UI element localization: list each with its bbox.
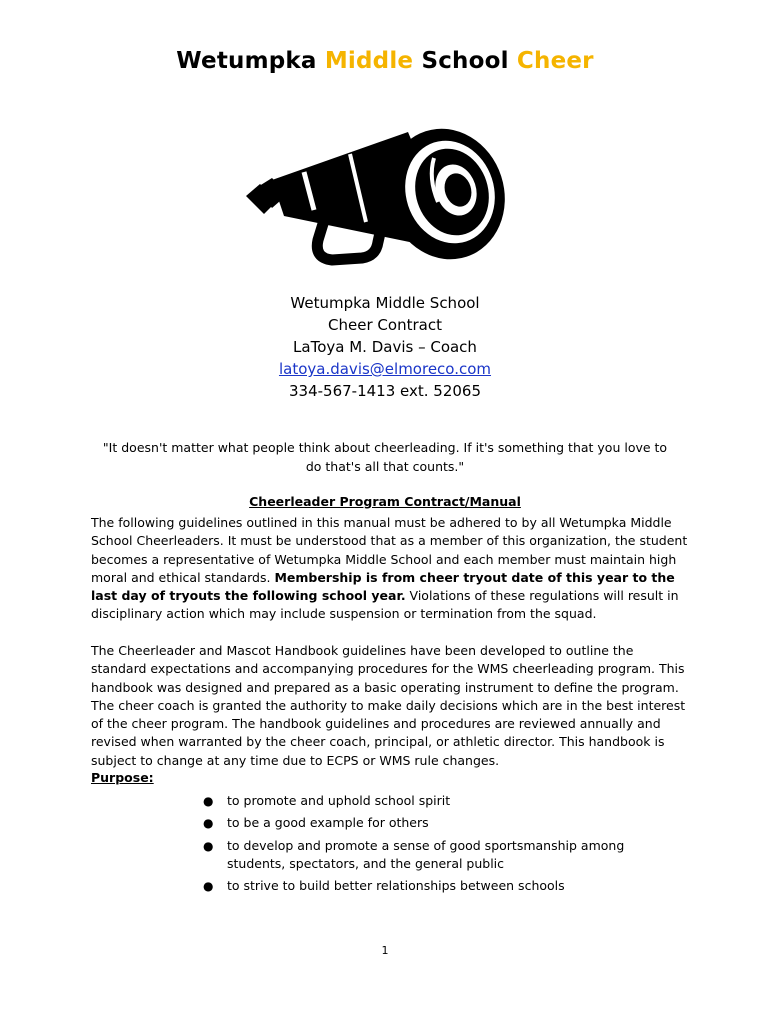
school-name: Wetumpka Middle School — [290, 294, 480, 312]
list-item: ● to promote and uphold school spirit — [200, 792, 660, 810]
violations-text: Violations of these regulations will result in disciplinary action which may include suspension or termination from the squad. — [91, 588, 679, 622]
purpose-list — [200, 792, 660, 899]
title-part-2: Middle — [324, 48, 414, 74]
list-item: ● to strive to build better relationships between schools — [200, 877, 660, 895]
handbook-paragraph: The Cheerleader and Mascot Handbook guidelines have been developed to outline the standard expectations and accompanying procedures for the WMS cheerleading program. This handbook was designed and prepared as a basic operating instrument to define the program. The cheer coach is granted the authority to make daily decisions which are in the best interest of the cheer program. The handbook guidelines and procedures are reviewed annually and revised when warranted by the cheer coach, principal, or athletic director. This handbook is subject to change at any time due to ECPS or WMS rule changes. — [91, 643, 686, 768]
membership-note: Membership is from cheer tryout date of this year to the last day of tryouts the following school year. — [91, 569, 675, 604]
bullet-icon: ● — [203, 794, 214, 808]
email-link[interactable]: latoya.davis@elmoreco.com — [278, 360, 492, 378]
section-heading: Cheerleader Program Contract/Manual — [249, 494, 521, 509]
list-item: ● to be a good example for others — [200, 814, 660, 832]
bullet-icon: ● — [203, 838, 214, 853]
bullet-icon: ● — [203, 816, 214, 831]
phone-number: 334-567-1413 ext. 52065 — [288, 382, 481, 400]
title-part-3: School — [413, 48, 517, 74]
coach-name: LaToya M. Davis – Coach — [293, 338, 477, 356]
intro-text: The following guidelines outlined in this manual must be adhered to by all Wetumpka Middle School Cheerleaders. It must be understood that as a member of this organization, the student becomes a representative of Wetumpka Middle School and each member must maintain high moral and ethical standards. — [91, 515, 688, 585]
title-part-4: Cheer — [516, 48, 594, 74]
bullet-icon: ● — [203, 879, 214, 894]
quote-text: "It doesn't matter what people think about cheerleading. If it's something that you love to do that's all that counts." — [102, 440, 668, 474]
purpose-label: Purpose: — [91, 770, 154, 785]
megaphone-icon — [238, 118, 528, 293]
contact-block — [0, 292, 770, 402]
intro-paragraph — [91, 514, 691, 624]
page-title — [0, 48, 770, 74]
list-item: ● to develop and promote a sense of good sportsmanship among students, spectators, and the general public — [203, 837, 625, 871]
title-part-1: Wetumpka — [176, 48, 325, 74]
document-name: Cheer Contract — [328, 316, 442, 334]
page-number: 1 — [381, 944, 389, 957]
